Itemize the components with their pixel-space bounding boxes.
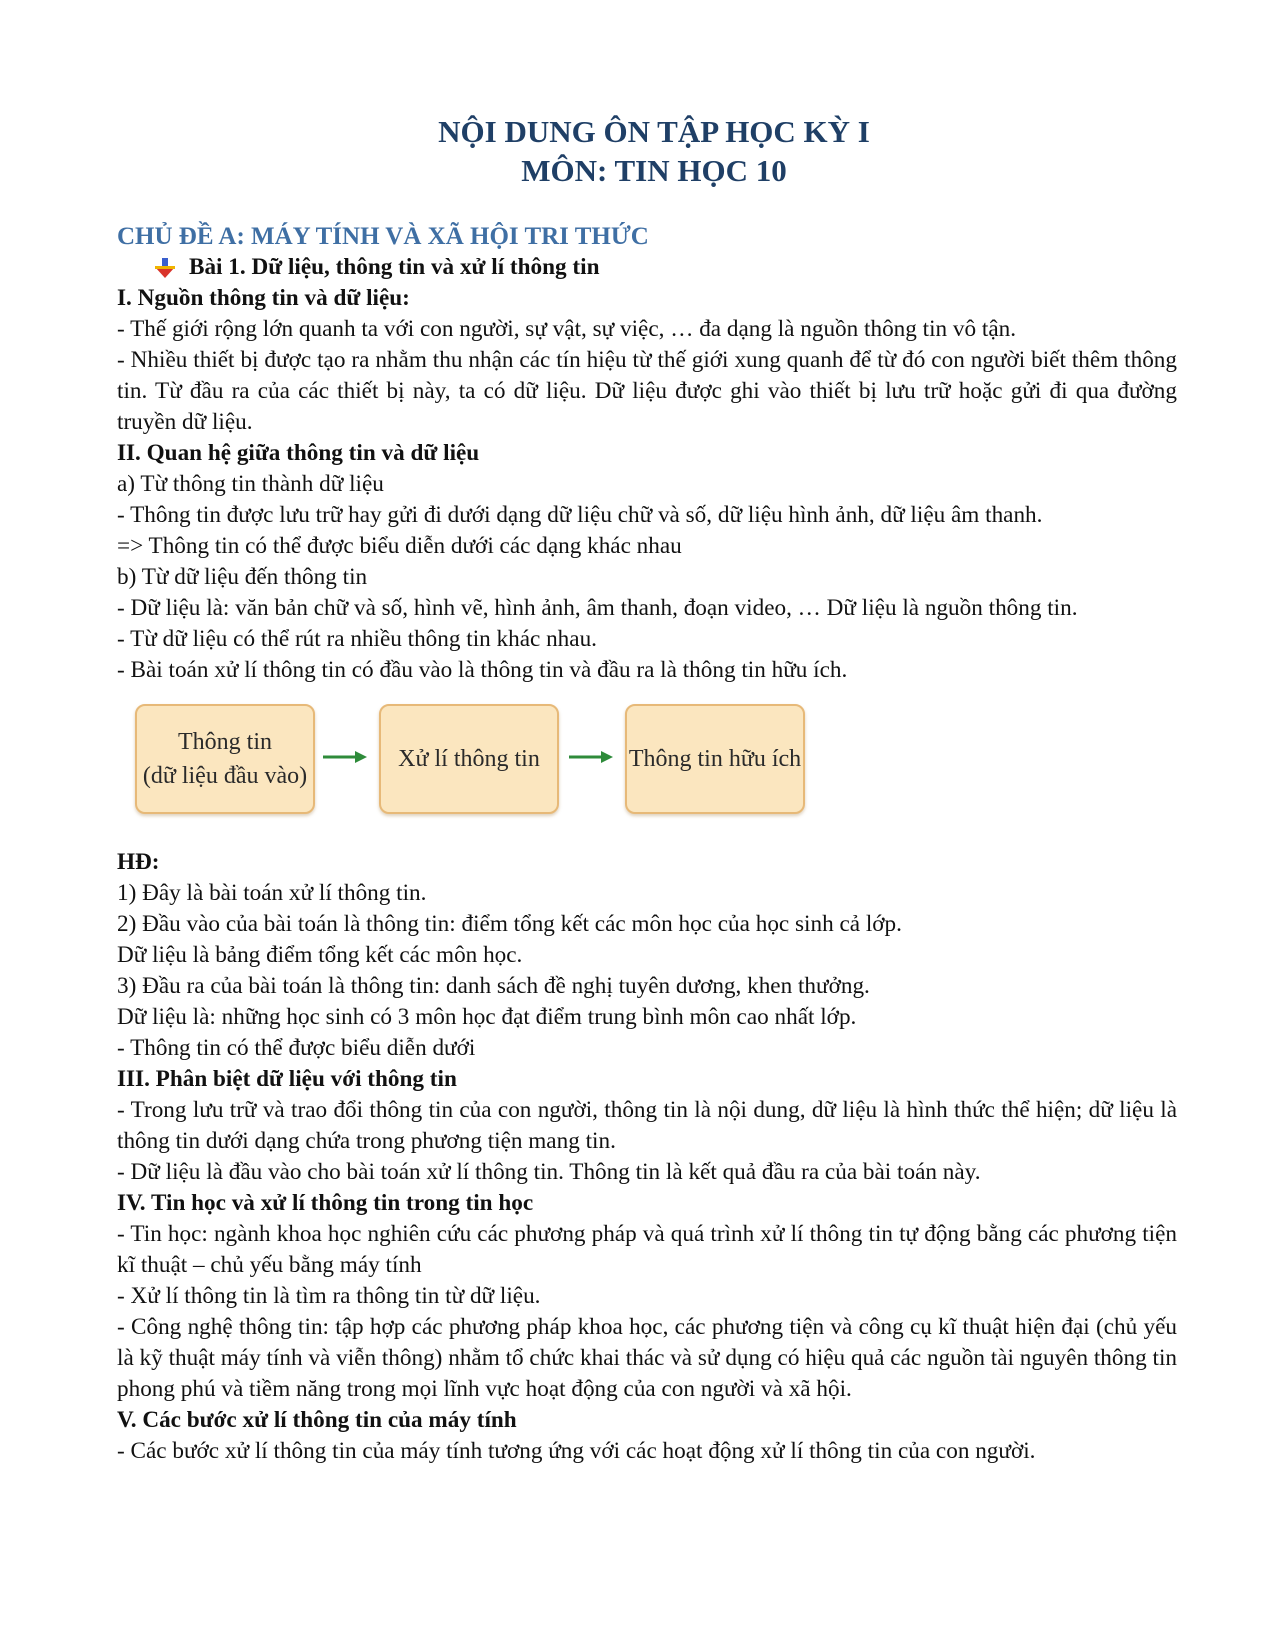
arrow-right-icon: [323, 750, 367, 764]
document-content: [117, 112, 1177, 1467]
section-1-line: - Nhiều thiết bị được tạo ra nhằm thu nhận các tín hiệu từ thế giới xung quanh để từ đó con người biết thêm thông tin. Từ đầu ra của các thiết bị này, ta có dữ liệu. Dữ liệu được ghi vào thiết bị lưu trữ hoặc gửi đi qua đường truyền dữ liệu.: [117, 347, 1177, 435]
diagram-box-output: Thông tin hữu ích: [625, 704, 805, 814]
section-2-line: - Thông tin được lưu trữ hay gửi đi dưới dạng dữ liệu chữ và số, dữ liệu hình ảnh, dữ liệu âm thanh.: [117, 502, 1043, 528]
section-2-line: a) Từ thông tin thành dữ liệu: [117, 471, 384, 497]
activity-line: - Thông tin có thể được biểu diễn dưới: [117, 1035, 476, 1061]
activity-line: 2) Đầu vào của bài toán là thông tin: điểm tổng kết các môn học của học sinh cả lớp.: [117, 911, 902, 937]
section-4-line: - Xử lí thông tin là tìm ra thông tin từ dữ liệu.: [117, 1283, 541, 1309]
section-2-line: b) Từ dữ liệu đến thông tin: [117, 564, 368, 590]
section-3-line: - Trong lưu trữ và trao đổi thông tin của con người, thông tin là nội dung, dữ liệu là hình thức thể hiện; dữ liệu là thông tin dưới dạng chứa trong phương tiện mang tin.: [117, 1097, 1177, 1154]
topic-heading: CHỦ ĐỀ A: MÁY TÍNH VÀ XÃ HỘI TRI THỨC: [117, 223, 649, 250]
section-2-line: - Bài toán xử lí thông tin có đầu vào là thông tin và đầu ra là thông tin hữu ích.: [117, 657, 848, 683]
diagram-box-input-line-1: Thông tin: [177, 729, 272, 755]
document-title: [131, 112, 1177, 190]
section-2-line: => Thông tin có thể được biểu diễn dưới các dạng khác nhau: [117, 533, 682, 559]
diagram-box-process: Xử lí thông tin: [379, 704, 559, 814]
activity-line: Dữ liệu là: những học sinh có 3 môn học đạt điểm trung bình môn cao nhất lớp.: [117, 1004, 857, 1030]
section-4-line: - Tin học: ngành khoa học nghiên cứu các phương pháp và quá trình xử lí thông tin tự động bằng các phương tiện kĩ thuật – chủ yếu bằng máy tính: [117, 1221, 1177, 1278]
lesson-heading: [117, 252, 1177, 283]
activity-line: Dữ liệu là bảng điểm tổng kết các môn học.: [117, 942, 523, 968]
activity-line: 1) Đây là bài toán xử lí thông tin.: [117, 880, 427, 906]
diagram-box-input: [135, 704, 315, 814]
section-2-heading: II. Quan hệ giữa thông tin và dữ liệu: [117, 440, 480, 466]
section-4-line: - Công nghệ thông tin: tập hợp các phương pháp khoa học, các phương tiện và công cụ kĩ thuật hiện đại (chủ yếu là kỹ thuật máy tính và viễn thông) nhằm tổ chức khai thác và sử dụng có hiệu quả các nguồn tài nguyên thông tin phong phú và tiềm năng trong mọi lĩnh vực hoạt động của con người và xã hội.: [117, 1314, 1177, 1402]
down-arrow-bullet-icon: [153, 257, 177, 279]
section-4-heading: IV. Tin học và xử lí thông tin trong tin học: [117, 1190, 534, 1216]
section-5-heading: V. Các bước xử lí thông tin của máy tính: [117, 1407, 517, 1433]
section-1-line: - Thế giới rộng lớn quanh ta với con người, sự vật, sự việc, … đa dạng là nguồn thông tin vô tận.: [117, 316, 1017, 342]
section-3-heading: III. Phân biệt dữ liệu với thông tin: [117, 1066, 457, 1092]
activity-line: 3) Đầu ra của bài toán là thông tin: danh sách đề nghị tuyên dương, khen thưởng.: [117, 973, 870, 999]
section-2-line: - Dữ liệu là: văn bản chữ và số, hình vẽ, hình ảnh, âm thanh, đoạn video, … Dữ liệu là nguồn thông tin.: [117, 595, 1078, 621]
activity-heading: HĐ:: [117, 849, 160, 875]
arrow-right-icon: [569, 750, 613, 764]
title-line-2: MÔN: TIN HỌC 10: [521, 153, 787, 188]
process-diagram: [117, 698, 1177, 843]
section-5-line: - Các bước xử lí thông tin của máy tính tương ứng với các hoạt động xử lí thông tin của con người.: [117, 1438, 1036, 1464]
section-3-line: - Dữ liệu là đầu vào cho bài toán xử lí thông tin. Thông tin là kết quả đầu ra của bài toán này.: [117, 1159, 981, 1185]
diagram-box-input-line-2: (dữ liệu đầu vào): [142, 763, 308, 789]
lesson-title: Bài 1. Dữ liệu, thông tin và xử lí thông tin: [189, 254, 600, 280]
section-2-line: - Từ dữ liệu có thể rút ra nhiều thông tin khác nhau.: [117, 626, 597, 652]
title-line-1: NỘI DUNG ÔN TẬP HỌC KỲ I: [438, 114, 870, 149]
section-1-heading: I. Nguồn thông tin và dữ liệu:: [117, 285, 410, 311]
